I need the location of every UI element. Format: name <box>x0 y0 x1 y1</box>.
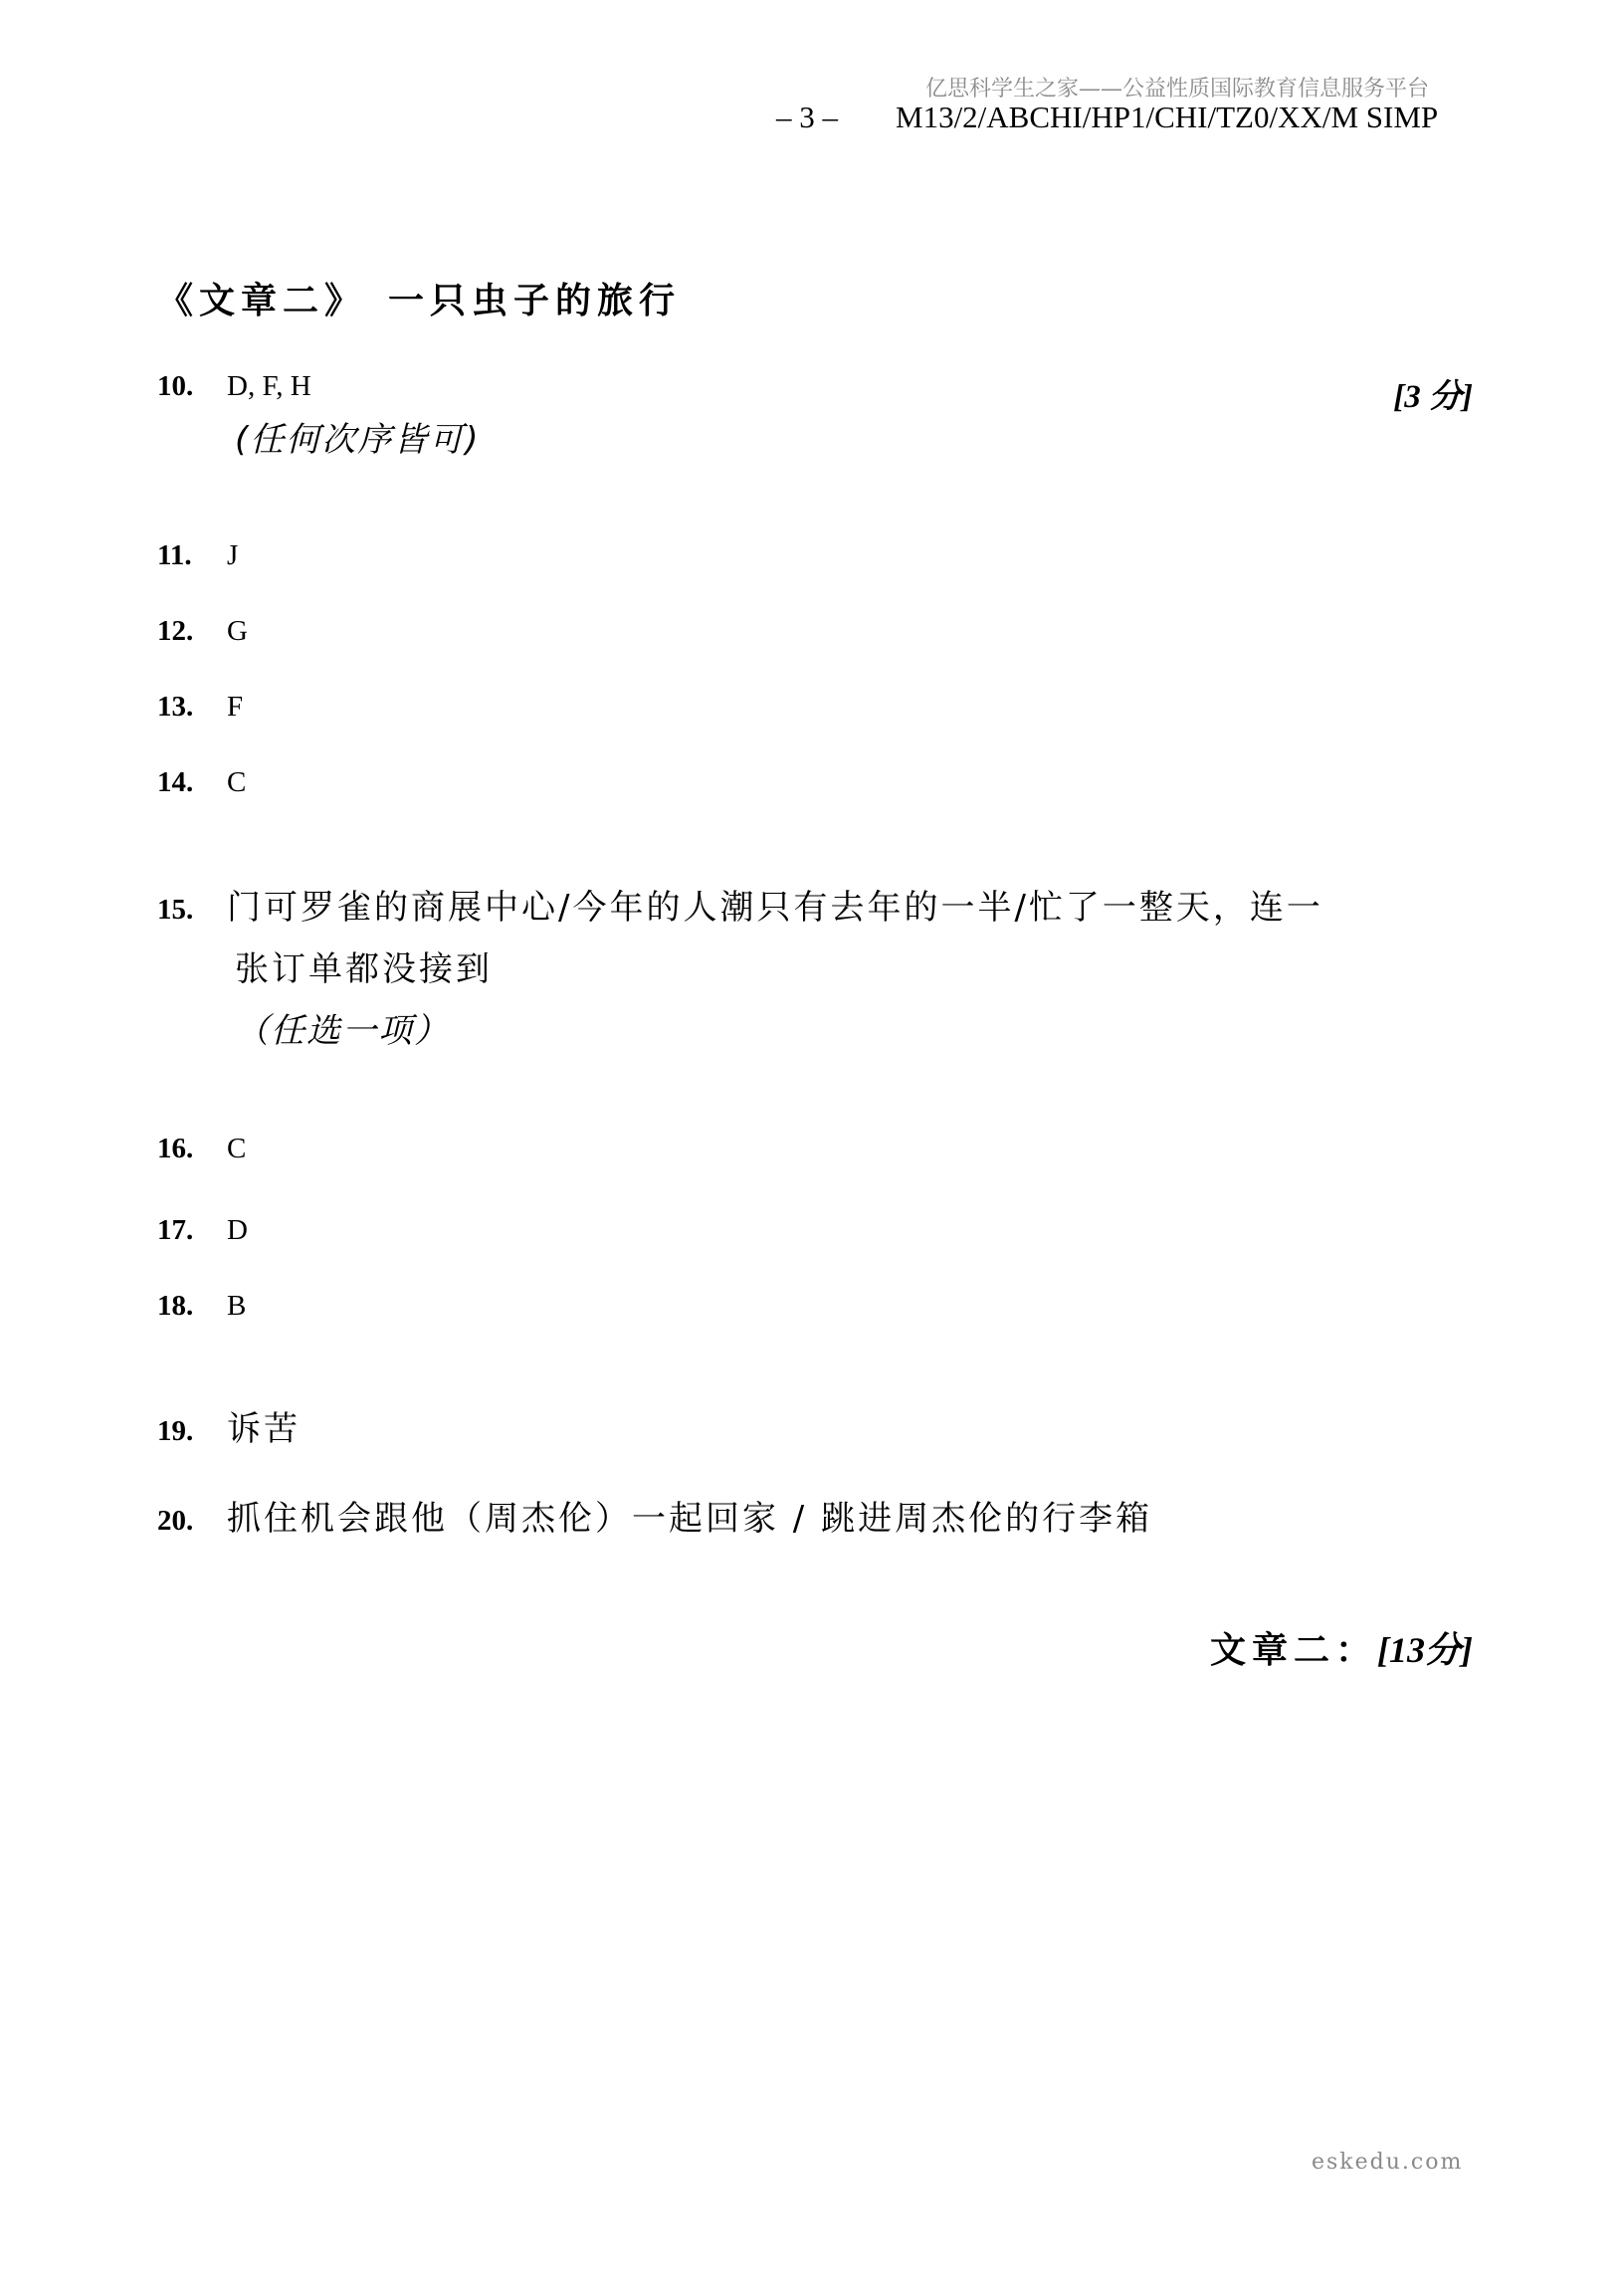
page-number: – 3 – <box>776 100 838 134</box>
answer: 诉苦 <box>227 1409 301 1449</box>
question-number: 10. <box>157 370 194 402</box>
question-13 <box>157 691 243 724</box>
question-number: 19. <box>157 1415 194 1447</box>
question-10-note <box>235 412 481 461</box>
answer: B <box>227 1290 247 1322</box>
question-number: 17. <box>157 1214 194 1246</box>
question-19 <box>157 1401 301 1450</box>
answer-line-2: 张订单都没接到 <box>235 949 493 989</box>
answer: C <box>227 1133 247 1164</box>
section-total <box>1210 1622 1473 1673</box>
question-number: 20. <box>157 1505 194 1537</box>
answer: J <box>227 539 239 571</box>
answer-line-1: 门可罗雀的商展中心/今年的人潮只有去年的一半/忙了一整天，连一 <box>227 888 1323 928</box>
total-value: [13分] <box>1376 1630 1473 1671</box>
question-number: 12. <box>157 615 194 647</box>
question-number: 16. <box>157 1133 194 1164</box>
answer-note: （任选一项） <box>235 1011 450 1051</box>
question-number: 18. <box>157 1290 194 1322</box>
question-16 <box>157 1133 246 1165</box>
question-18 <box>157 1290 246 1323</box>
section-name: 一只虫子的旅行 <box>388 281 682 321</box>
answer: 抓住机会跟他（周杰伦）一起回家 / 跳进周杰伦的行李箱 <box>227 1499 1153 1539</box>
question-10 <box>157 370 311 403</box>
document-code: M13/2/ABCHI/HP1/CHI/TZ0/XX/M SIMP <box>896 100 1439 134</box>
question-15-note <box>235 1003 450 1052</box>
question-number: 13. <box>157 691 194 723</box>
question-20 <box>157 1491 1152 1540</box>
watermark-bottom: eskedu.com <box>1312 2150 1464 2175</box>
question-11 <box>157 539 238 572</box>
answer: G <box>227 615 248 647</box>
section-label: 《文章二》 <box>157 281 367 321</box>
total-label: 文章二： <box>1209 1630 1377 1671</box>
section-title <box>157 273 681 323</box>
watermark-top: 亿思科学生之家——公益性质国际教育信息服务平台 <box>925 77 1430 102</box>
question-10-marks: [3 分] <box>1393 379 1473 415</box>
answer: D, F, H <box>227 370 311 402</box>
answer: D <box>227 1214 248 1246</box>
question-14 <box>157 766 246 799</box>
question-15 <box>157 880 1323 929</box>
answer-note: (任何次序皆可) <box>235 420 481 460</box>
question-17 <box>157 1214 248 1247</box>
question-number: 14. <box>157 766 194 798</box>
page-header <box>776 100 1438 135</box>
question-number: 15. <box>157 894 194 926</box>
answer: C <box>227 766 247 798</box>
question-12 <box>157 615 248 648</box>
answer: F <box>227 691 244 723</box>
question-number: 11. <box>157 539 192 571</box>
question-15-line2 <box>235 941 493 990</box>
